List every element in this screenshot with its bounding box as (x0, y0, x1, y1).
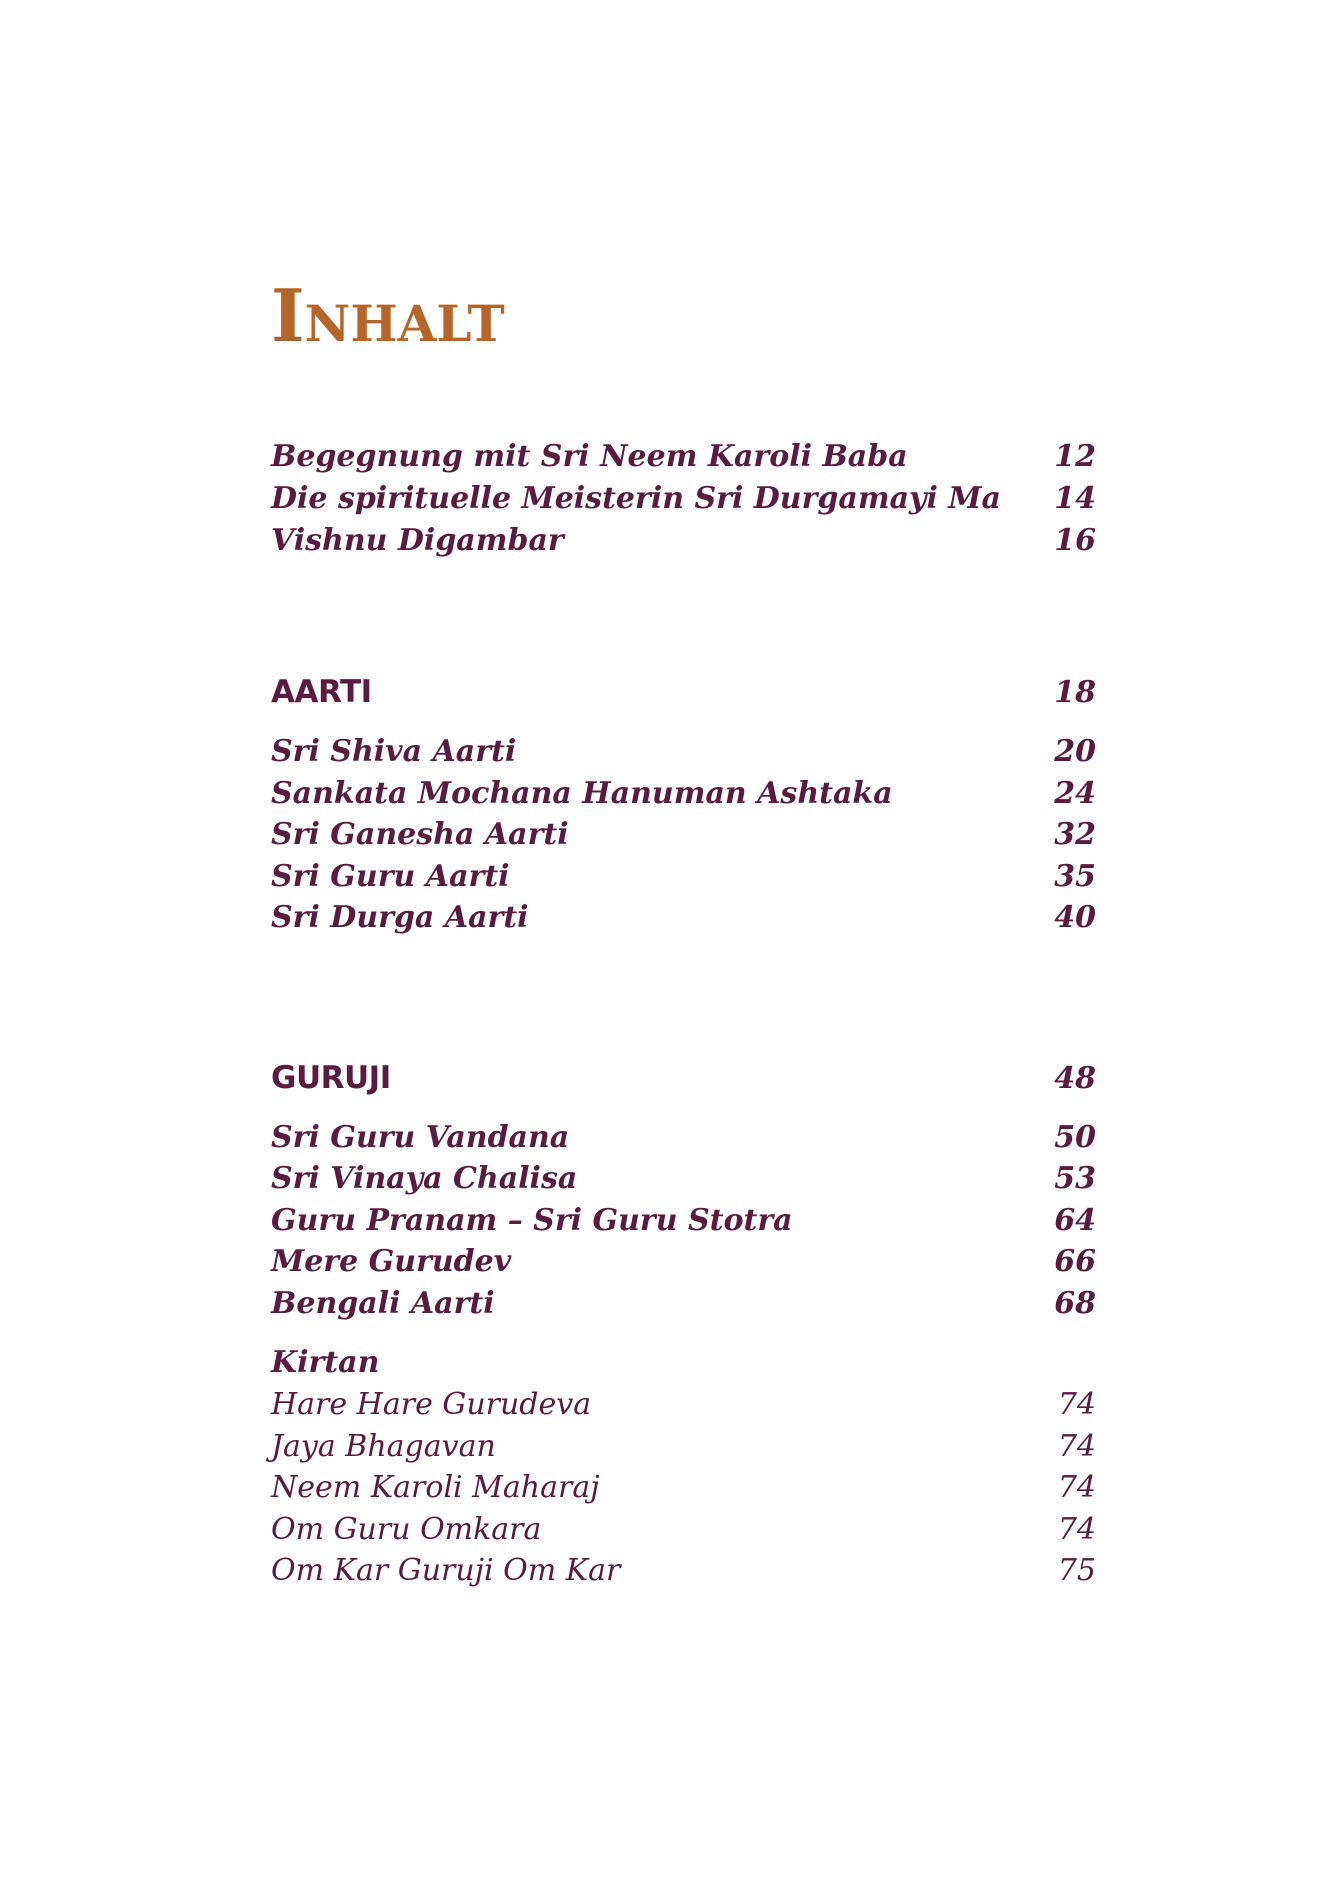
toc-entry-page: 32 (1054, 817, 1096, 852)
toc-entry[interactable] (271, 1241, 1096, 1283)
toc-entry[interactable] (271, 436, 1096, 478)
toc-entry-page: 68 (1054, 1285, 1096, 1321)
subsection-heading-kirtan[interactable]: Kirtan (271, 1345, 380, 1380)
table-of-contents (271, 273, 1096, 1592)
toc-entry[interactable] (271, 1384, 1096, 1426)
toc-entry[interactable] (271, 478, 1096, 520)
toc-entry-page: 53 (1054, 1161, 1096, 1196)
toc-entry-page: 24 (1054, 775, 1096, 811)
toc-section-aarti (271, 671, 1096, 939)
toc-entry[interactable] (271, 731, 1096, 773)
toc-entry-label: Begegnung mit Sri Neem Karoli Baba (271, 439, 908, 474)
toc-entry-label: Sri Ganesha Aarti (271, 817, 569, 852)
toc-entry-page: 66 (1054, 1244, 1096, 1279)
section-heading-page: 18 (1054, 675, 1096, 710)
toc-entry-page: 74 (1057, 1470, 1096, 1505)
toc-entry-label: Om Guru Omkara (271, 1511, 542, 1547)
toc-entry-label: Neem Karoli Maharaj (271, 1470, 600, 1505)
toc-entry-label: Vishnu Digambar (271, 523, 564, 558)
toc-entry-page: 74 (1057, 1428, 1096, 1464)
toc-entry[interactable] (271, 1158, 1096, 1200)
toc-entry-label: Om Kar Guruji Om Kar (271, 1553, 621, 1588)
toc-entry[interactable] (271, 897, 1096, 939)
section-heading[interactable] (271, 671, 1096, 713)
toc-entry-page: 16 (1054, 523, 1096, 558)
page-title: Inhalt (271, 273, 505, 358)
toc-entry-label: Guru Pranam – Sri Guru Stotra (271, 1202, 793, 1238)
toc-entry-label: Hare Hare Gurudeva (271, 1387, 592, 1422)
toc-entry[interactable] (271, 1509, 1096, 1551)
toc-entry[interactable] (271, 773, 1096, 815)
section-heading-label: AARTI (271, 674, 372, 710)
toc-entry-page: 74 (1057, 1511, 1096, 1547)
toc-entry-label: Jaya Bhagavan (271, 1428, 496, 1464)
toc-entry-page: 20 (1054, 734, 1096, 769)
toc-entry[interactable] (271, 1426, 1096, 1468)
toc-entry-label: Sankata Mochana Hanuman Ashtaka (271, 775, 893, 811)
toc-entry-label: Sri Vinaya Chalisa (271, 1161, 578, 1196)
toc-section-guruji (271, 1057, 1096, 1592)
toc-entry-label: Mere Gurudev (271, 1244, 512, 1279)
toc-entry-page: 75 (1057, 1553, 1096, 1588)
toc-entry[interactable] (271, 1550, 1096, 1592)
toc-entry-page: 12 (1054, 439, 1096, 474)
toc-entry-label: Sri Durga Aarti (271, 900, 529, 935)
toc-entry-page: 74 (1057, 1387, 1096, 1422)
toc-entry[interactable] (271, 1200, 1096, 1242)
toc-entry[interactable] (271, 1283, 1096, 1325)
toc-entry-label: Sri Guru Vandana (271, 1119, 570, 1155)
toc-entry-label: Bengali Aarti (271, 1285, 495, 1321)
toc-entry[interactable] (271, 1467, 1096, 1509)
toc-entry-page: 64 (1054, 1202, 1096, 1238)
toc-entry-page: 14 (1054, 481, 1096, 516)
toc-entry[interactable] (271, 520, 1096, 562)
toc-entry-page: 50 (1054, 1119, 1096, 1155)
toc-entry[interactable] (271, 856, 1096, 898)
section-heading-page: 48 (1054, 1060, 1096, 1096)
section-heading[interactable] (271, 1057, 1096, 1099)
toc-entry-page: 35 (1054, 858, 1096, 894)
toc-entry[interactable] (271, 814, 1096, 856)
toc-entry-label: Sri Guru Aarti (271, 858, 510, 894)
toc-entry-page: 40 (1054, 900, 1096, 935)
section-heading-label: GURUJI (271, 1059, 391, 1096)
toc-entry-label: Die spirituelle Meisterin Sri Durgamayi Ma (271, 481, 1001, 516)
toc-intro-group (271, 436, 1096, 562)
toc-entry-label: Sri Shiva Aarti (271, 734, 517, 769)
toc-entry[interactable] (271, 1117, 1096, 1159)
